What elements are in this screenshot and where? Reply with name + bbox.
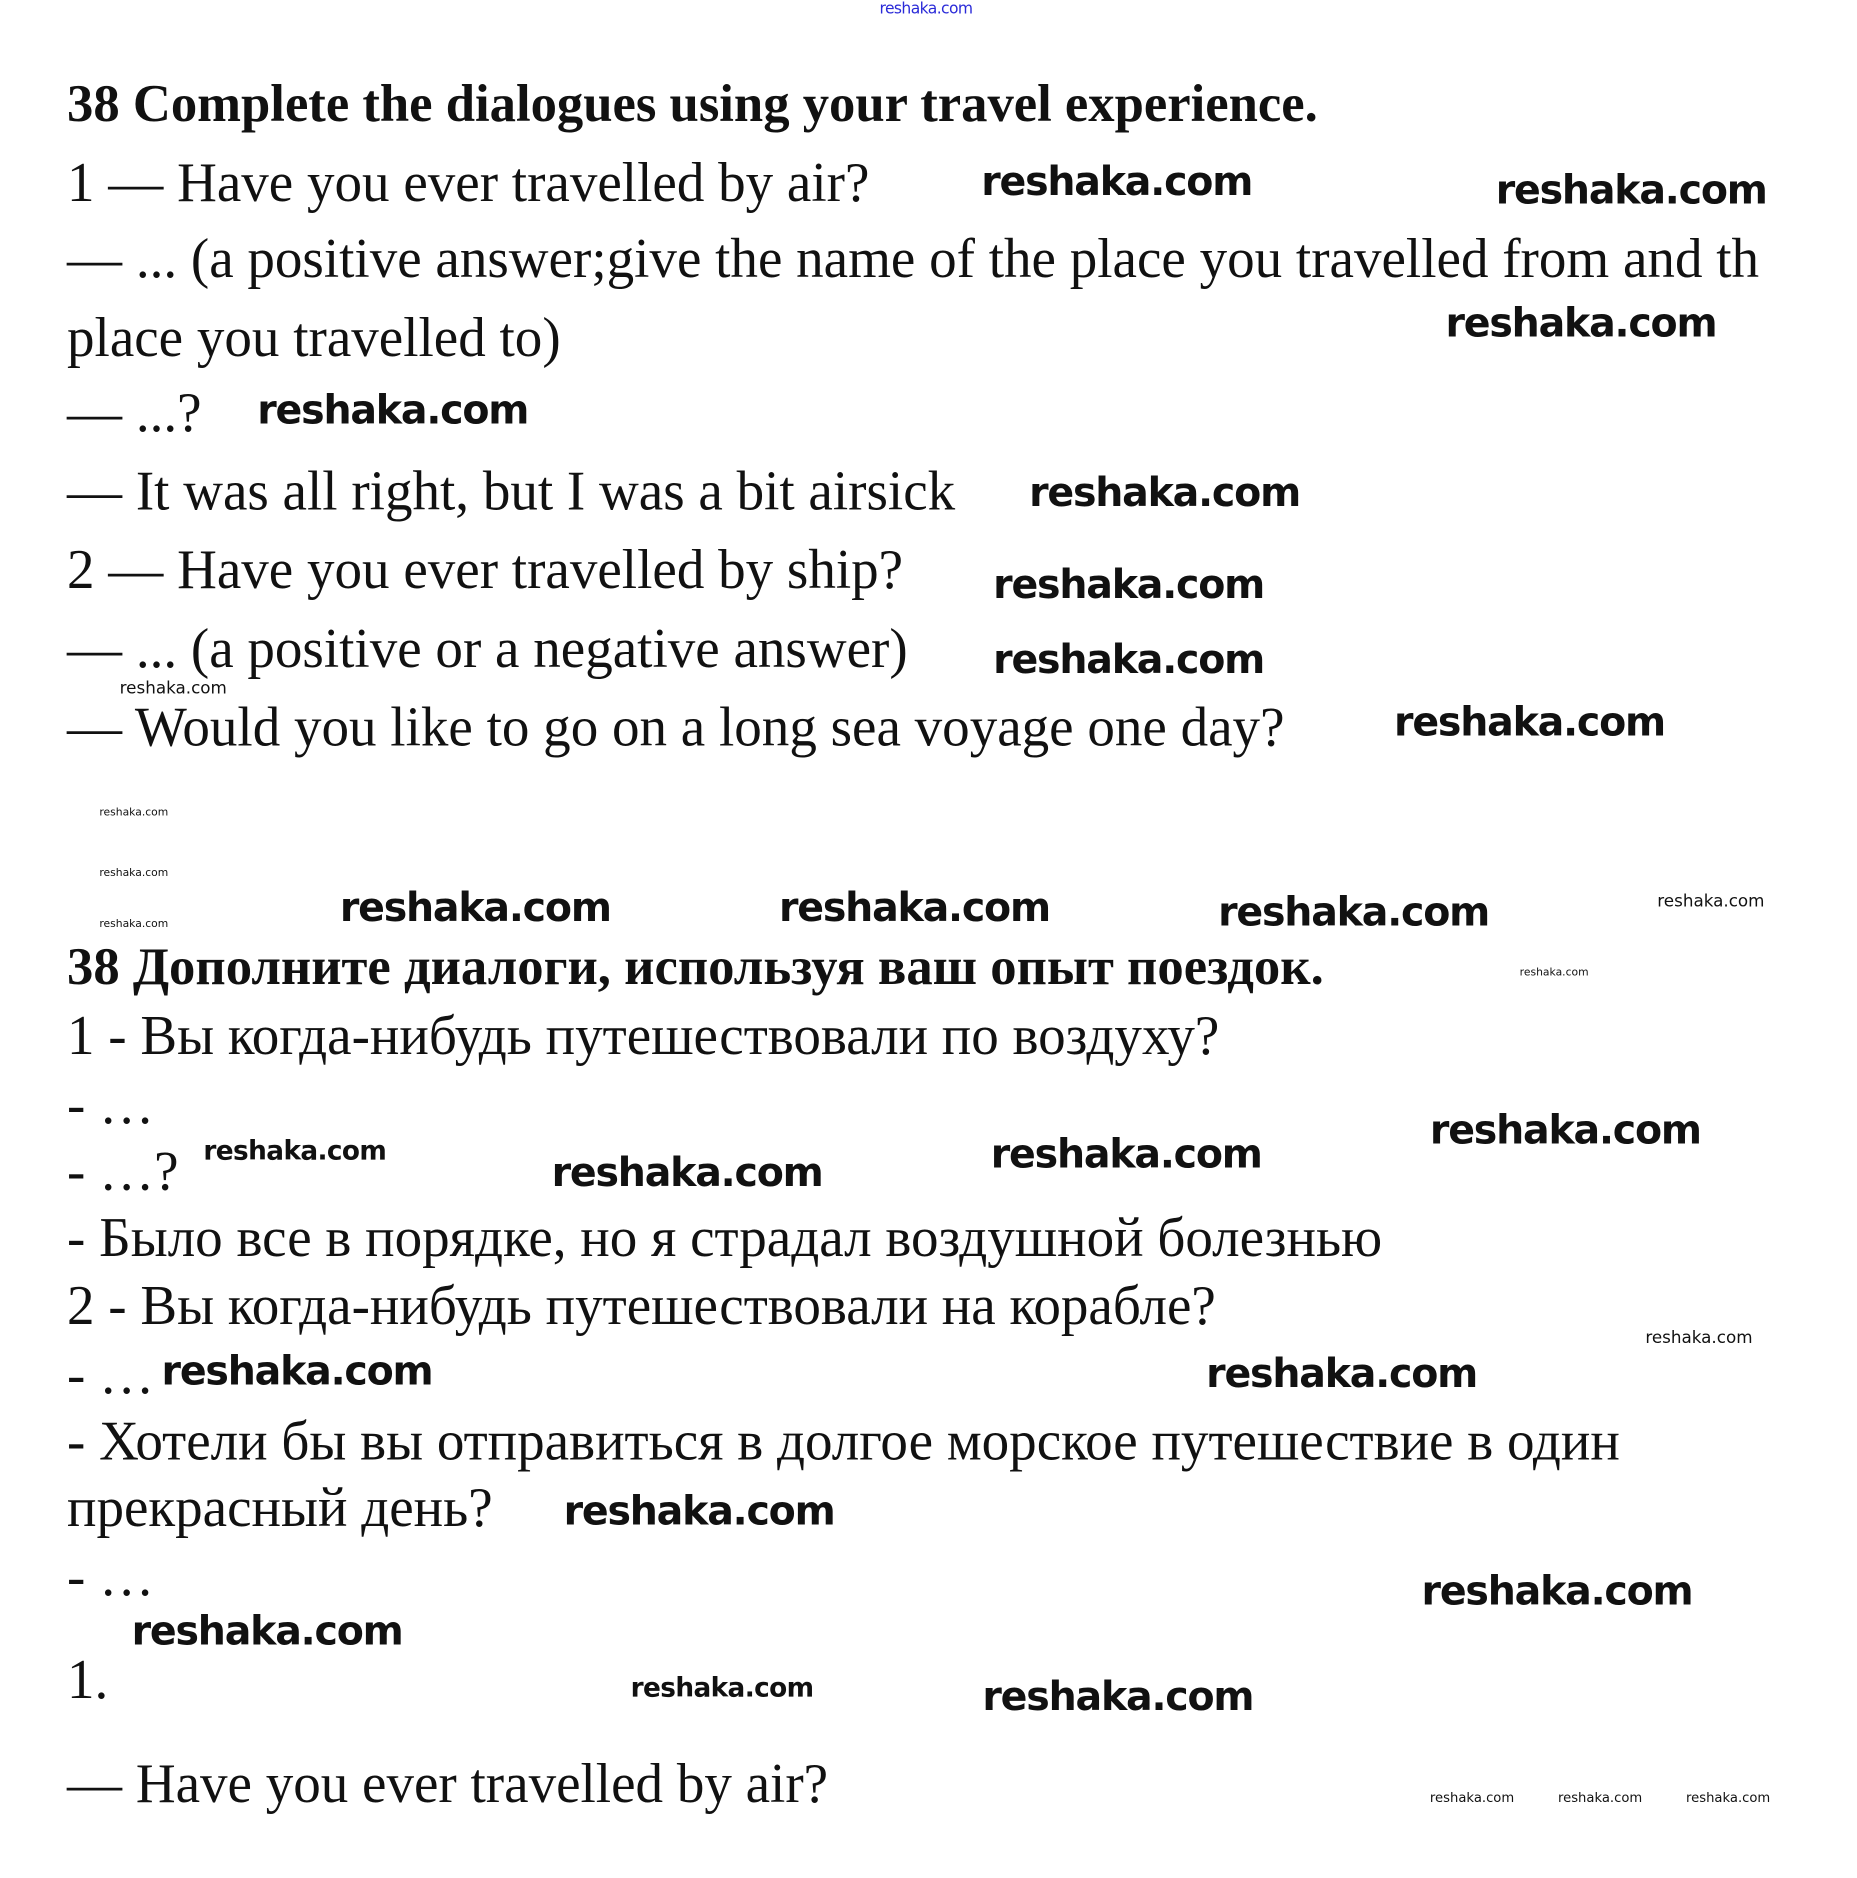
watermark: reshaka.com [1206, 1349, 1478, 1397]
watermark: reshaka.com [1657, 891, 1765, 912]
watermark: reshaka.com [879, 0, 973, 19]
watermark: reshaka.com [339, 883, 611, 931]
watermark: reshaka.com [778, 883, 1050, 931]
watermark: reshaka.com [99, 918, 169, 931]
watermark: reshaka.com [981, 157, 1253, 205]
watermark: reshaka.com [1429, 1789, 1515, 1806]
watermark: reshaka.com [99, 867, 169, 880]
watermark: reshaka.com [1445, 298, 1717, 347]
english-title: 38 Complete the dialogues using your travel experience. [67, 73, 1318, 134]
english-line: — ... (a positive answer;give the name of the place you travelled from and th [67, 227, 1760, 290]
russian-line: - … [67, 1545, 155, 1608]
russian-line: 2 - Вы когда-нибудь путешествовали на корабле? [67, 1274, 1216, 1336]
russian-title: 38 Дополните диалоги, используя ваш опыт поездок. [67, 936, 1324, 996]
watermark: reshaka.com [203, 1136, 387, 1167]
watermark: reshaka.com [99, 807, 169, 820]
watermark: reshaka.com [551, 1148, 823, 1196]
watermark: reshaka.com [630, 1673, 814, 1704]
watermark: reshaka.com [1557, 1789, 1643, 1806]
watermark: reshaka.com [1421, 1567, 1693, 1615]
watermark: reshaka.com [1394, 698, 1665, 746]
watermark: reshaka.com [1645, 1328, 1753, 1349]
english-line: place you travelled to) [67, 306, 561, 368]
watermark: reshaka.com [1686, 1789, 1771, 1806]
english-line: — It was all right, but I was a bit airsick [67, 459, 956, 522]
russian-line: - … [67, 1073, 155, 1136]
russian-line: - Было все в порядке, но я страдал воздушной болезнью [67, 1206, 1383, 1269]
answer-number: 1. [67, 1648, 109, 1710]
english-line: 2 — Have you ever travelled by ship? [67, 538, 904, 601]
answer-line: — Have you ever travelled by air? [67, 1752, 829, 1814]
russian-line: прекрасный день? [67, 1476, 493, 1539]
watermark: reshaka.com [993, 560, 1265, 608]
watermark: reshaka.com [1429, 1106, 1701, 1154]
watermark: reshaka.com [131, 1607, 403, 1655]
russian-line: 1 - Вы когда-нибудь путешествовали по воздуху? [67, 1004, 1220, 1067]
english-line: 1 — Have you ever travelled by air? [67, 151, 870, 213]
watermark: reshaka.com [563, 1487, 835, 1535]
russian-line: - …? [67, 1139, 179, 1202]
watermark: reshaka.com [1495, 165, 1767, 213]
russian-line: - … [67, 1343, 155, 1405]
watermark: reshaka.com [1029, 468, 1301, 516]
watermark: reshaka.com [119, 678, 227, 699]
watermark: reshaka.com [990, 1130, 1262, 1178]
english-line: — ...? [67, 381, 202, 443]
watermark: reshaka.com [1218, 888, 1490, 936]
watermark: reshaka.com [257, 386, 529, 434]
watermark: reshaka.com [161, 1346, 433, 1395]
english-line: — ... (a positive or a negative answer) [67, 617, 908, 679]
english-line: — Would you like to go on a long sea voyage one day? [67, 695, 1285, 758]
russian-line: - Хотели бы вы отправиться в долгое морское путешествие в один [67, 1409, 1620, 1472]
watermark: reshaka.com [1519, 966, 1589, 979]
watermark: reshaka.com [982, 1672, 1254, 1720]
watermark: reshaka.com [993, 635, 1265, 683]
